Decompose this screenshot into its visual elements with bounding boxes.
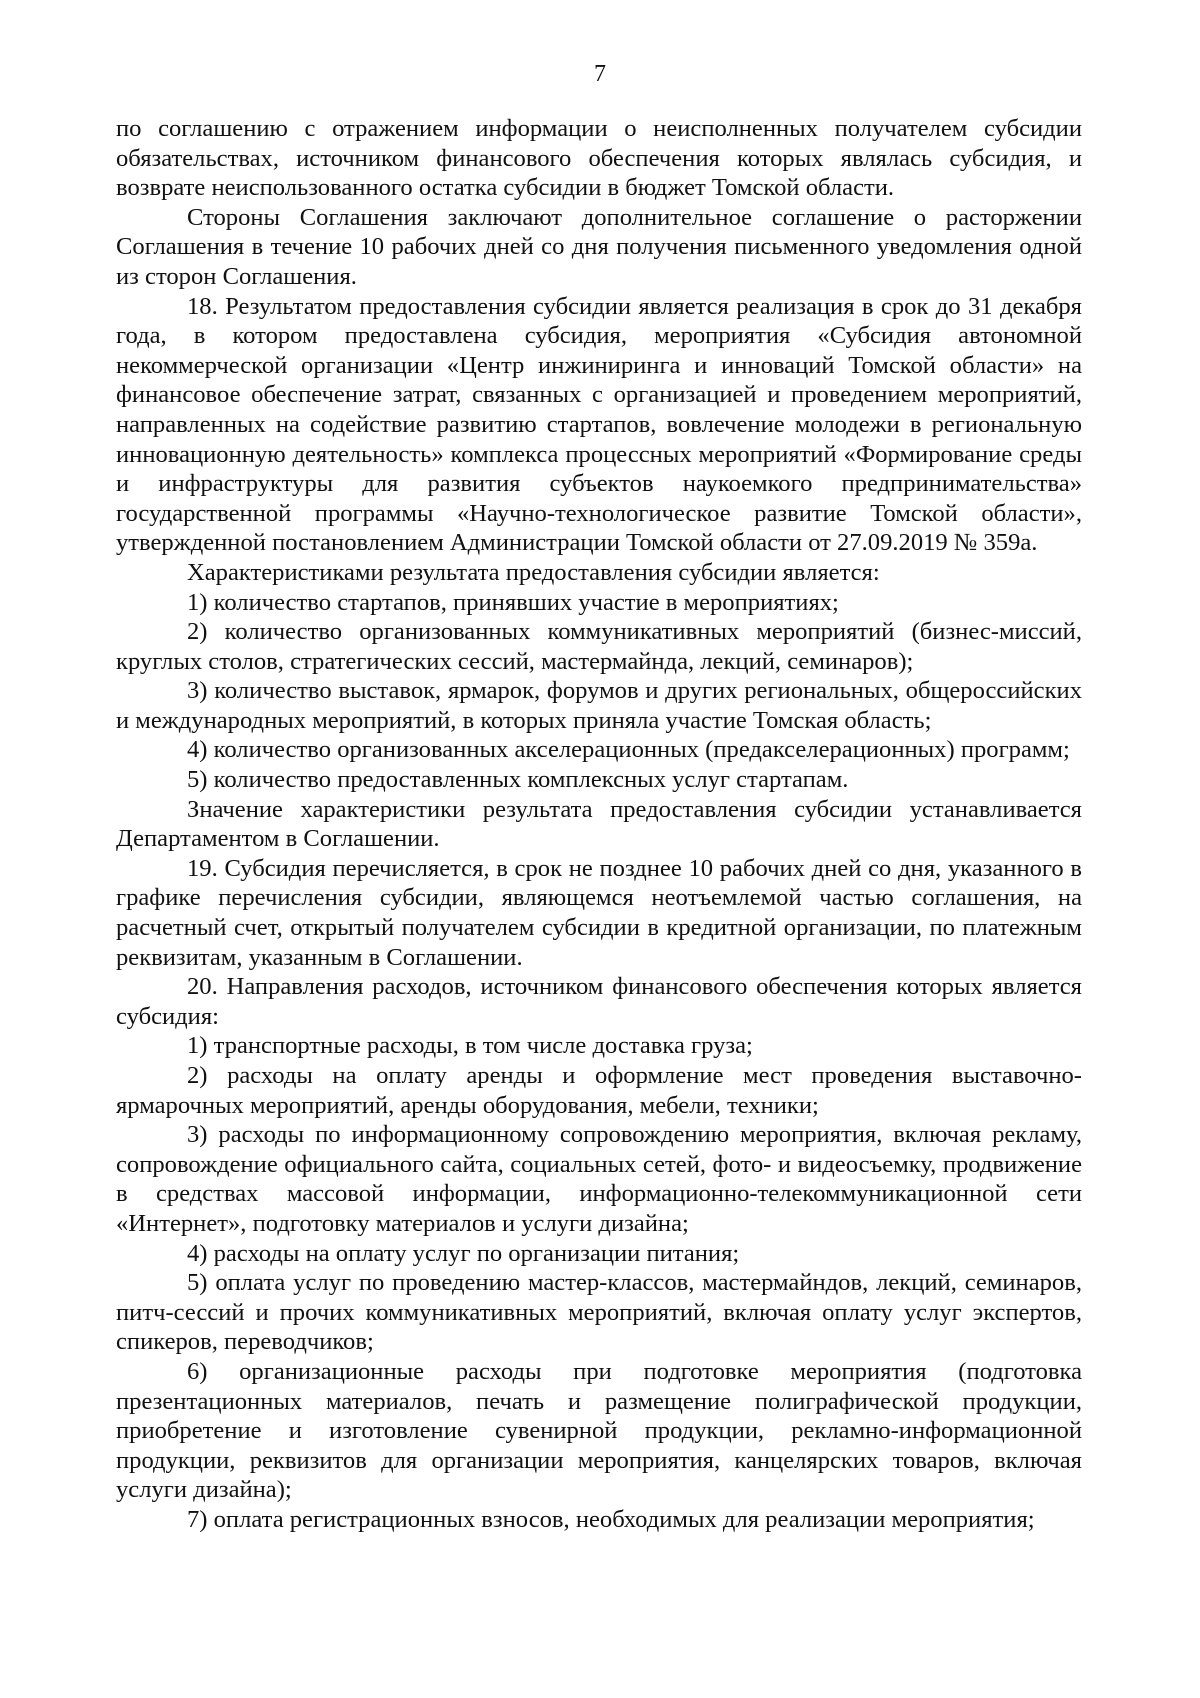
list-item-expense-5: 5) оплата услуг по проведению мастер-классов, мастермайндов, лекций, семинаров, питч-сессий и прочих коммуникативных мероприятий, включая оплату услуг экспертов, спикеров, переводчиков;: [116, 1269, 1082, 1356]
list-item-characteristic-3: 3) количество выставок, ярмарок, форумов и других региональных, общероссийских и международных мероприятий, в которых приняла участие Томская область;: [116, 677, 1082, 734]
paragraph-continuation: по соглашению с отражением информации о неисполненных получателем субсидии обязательствах, источником финансового обеспечения которых являлась субсидия, и возврате неиспользованного остатка субсидии в бюджет Томской области.: [116, 115, 1082, 202]
paragraph-18-result: 18. Результатом предоставления субсидии является реализация в срок до 31 декабря года, в котором предоставлена субсидия, мероприятия «Субсидия автономной некоммерческой организации «Центр инжиниринга и инноваций Томской области» на финансовое обеспечение затрат, связанных с организацией и проведением мероприятий, направленных на содействие развитию стартапов, вовлечение молодежи в региональную инновационную деятельность» комплекса процессных мероприятий «Формирование среды и инфраструктуры для развития субъектов наукоемкого предпринимательства» государственной программы «Научно-технологическое развитие Томской области», утвержденной постановлением Администрации Томской области от 27.09.2019 № 359а.: [116, 292, 1082, 557]
list-item-expense-4: 4) расходы на оплату услуг по организации питания;: [187, 1239, 740, 1267]
page-number: 7: [594, 61, 606, 87]
list-item-characteristic-1: 1) количество стартапов, принявших участие в мероприятиях;: [187, 588, 839, 616]
paragraph-19-transfer: 19. Субсидия перечисляется, в срок не позднее 10 рабочих дней со дня, указанного в графике перечисления субсидии, являющемся неотъемлемой частью соглашения, на расчетный счет, открытый получателем субсидии в кредитной организации, по платежным реквизитам, указанным в Соглашении.: [116, 854, 1082, 971]
list-item-expense-7: 7) оплата регистрационных взносов, необходимых для реализации мероприятия;: [187, 1505, 1035, 1533]
paragraph-characteristics-intro: Характеристиками результата предоставления субсидии является:: [187, 558, 880, 586]
list-item-expense-2: 2) расходы на оплату аренды и оформление мест проведения выставочно-ярмарочных мероприятий, аренды оборудования, мебели, техники;: [116, 1062, 1082, 1119]
list-item-expense-3: 3) расходы по информационному сопровождению мероприятия, включая рекламу, сопровождение официального сайта, социальных сетей, фото- и видеосъемку, продвижение в средствах массовой информации, информационно-телекоммуникационной сети «Интернет», подготовку материалов и услуги дизайна;: [116, 1121, 1082, 1237]
list-item-expense-1: 1) транспортные расходы, в том числе доставка груза;: [187, 1032, 753, 1060]
paragraph-characteristic-value: Значение характеристики результата предоставления субсидии устанавливается Департаментом в Соглашении.: [116, 795, 1082, 853]
list-item-characteristic-4: 4) количество организованных акселерационных (предакселерационных) программ;: [187, 736, 1070, 764]
document-body: [116, 114, 1082, 1535]
paragraph-20-expenses: 20. Направления расходов, источником финансового обеспечения которых является субсидия:: [116, 973, 1082, 1030]
list-item-characteristic-2: 2) количество организованных коммуникативных мероприятий (бизнес-миссий, круглых столов, стратегических сессий, мастермайнда, лекций, семинаров);: [116, 618, 1082, 675]
paragraph-termination: Стороны Соглашения заключают дополнительное соглашение о расторжении Соглашения в течение 10 рабочих дней со дня получения письменного уведомления одной из сторон Соглашения.: [116, 203, 1082, 290]
list-item-expense-6: 6) организационные расходы при подготовке мероприятия (подготовка презентационных материалов, печать и размещение полиграфической продукции, приобретение и изготовление сувенирной продукции, рекламно-информационной продукции, реквизитов для организации мероприятия, канцелярских товаров, включая услуги дизайна);: [116, 1357, 1082, 1504]
list-item-characteristic-5: 5) количество предоставленных комплексных услуг стартапам.: [187, 766, 849, 794]
